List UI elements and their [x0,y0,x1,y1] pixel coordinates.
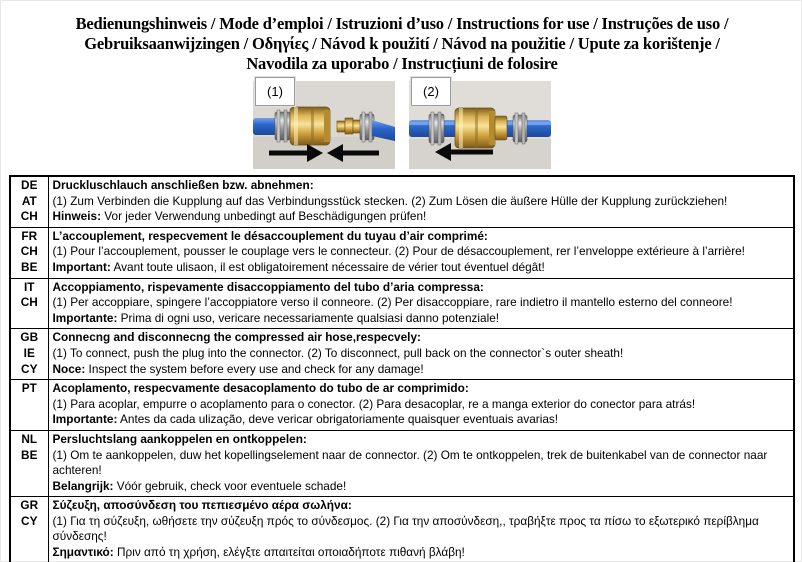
language-codes-cell [10,278,48,329]
table-row [10,176,794,227]
language-code: NL [21,431,38,446]
instruction-note [53,362,790,378]
figure-1-label: (1) [255,77,295,106]
instruction-body: (1) Om te aankoppelen, duw het kopellingselement naar de connector. (2) Om te ontkoppelen, trek de buitenkabel van de connector naar achteren! [52,447,768,478]
instruction-text-cell [48,227,794,278]
instruction-text-cell [48,380,794,431]
page-title [1,1,802,74]
note-text: Avant toute ulisaon, il est obligatoirement nécessaire de vérier tout éventuel dégât! [110,259,545,274]
language-code: GR [20,498,39,513]
instruction-text-cell [48,278,794,329]
instruction-note [53,545,790,561]
figure-2-label: (2) [411,77,451,106]
instruction-text-cell [48,176,794,227]
instruction-text-cell [48,329,794,380]
instruction-sheet [1,1,802,562]
note-label: Importante: [52,412,118,427]
language-code: GB [20,330,39,345]
instruction-heading: Connecng and disconnecng the compressed air hose,respecvely: [52,330,421,345]
title-line-3: Navodila za uporabo / Instrucțiuni de folosire [246,54,558,73]
note-label: Belangrijk: [52,478,114,493]
table-row [10,329,794,380]
note-text: Vóór gebruik, check voor eventuele schade! [113,478,347,493]
instruction-heading: Druckluschlauch anschließen bzw. abnehmen: [52,178,314,192]
language-code: IE [23,345,35,360]
language-code: FR [21,228,38,243]
figure-row [1,81,802,169]
language-code: CY [21,513,38,528]
note-label: Importante: [52,310,118,325]
note-label: Important: [52,259,111,274]
table-row [10,278,794,329]
language-codes-cell [10,380,48,431]
note-label: Σημαντικό: [52,545,114,560]
instruction-body: (1) To connect, push the plug into the connector. (2) To disconnect, pull back on the connector`s outer sheath! [52,345,624,360]
photo-coupling-connected [409,81,551,169]
instruction-text-cell [48,430,794,496]
instruction-note [53,311,790,327]
language-codes-cell [10,497,48,562]
instruction-heading: Acoplamento, respecvamente desacoplamento do tubo de ar comprimido: [52,381,469,396]
instructions-table [9,175,795,562]
language-codes-cell [10,227,48,278]
instruction-body: (1) Per accoppiare, spingere l’accoppiatore verso il conneore. (2) Per disaccoppiare, rare indietro il mantello esterno del conneore! [52,295,733,310]
note-label: Hinweis: [52,209,102,224]
language-code: BE [21,447,38,462]
language-codes-cell [10,329,48,380]
language-codes-cell [10,176,48,227]
language-code: DE [21,178,38,192]
language-code: IT [24,279,35,294]
language-code: PT [21,381,37,396]
language-code: CH [20,244,38,259]
note-text: Antes da cada ulização, deve vericar obrigatoriamente quaisquer eventuais avarias! [117,412,559,427]
table-row [10,227,794,278]
instruction-body: (1) Zum Verbinden die Kupplung auf das Verbindungsstück stecken. (2) Zum Lösen die äußere Hülle der Kupplung zurückziehen! [52,193,728,208]
instruction-heading: Σύζευξη, αποσύνδεση του πεπιεσμένο αέρα σωλήνα: [52,498,352,513]
instruction-heading: Persluchtslang aankoppelen en ontkoppelen: [52,431,307,446]
note-label: Noce: [52,361,86,376]
instruction-heading: Accoppiamento, rispevamente disaccoppiamento del tubo d’aria compressa: [52,279,484,294]
title-line-1: Bedienungshinweis / Mode d’emploi / Istruzioni d’uso / Instructions for use / Instruções de uso / [75,14,729,33]
table-row [10,497,794,562]
instruction-text-cell [48,497,794,562]
instruction-note [53,209,790,225]
language-codes-cell [10,430,48,496]
title-line-2: Gebruiksaanwijzingen / Οδηγίες / Návod k použití / Návod na použitie / Upute za korištenje / [84,34,720,53]
note-text: Vor jeder Verwendung unbedingt auf Beschädigungen prüfen! [101,209,427,224]
language-code: BE [21,259,38,274]
language-code: CH [20,209,38,224]
instruction-note [53,479,790,495]
table-row [10,380,794,431]
instruction-heading: L’accouplement, respecvement le désaccouplement du tuyau d’air comprimé: [52,228,488,243]
language-code: CY [21,361,38,376]
instruction-body: (1) Για τη σύζευξη, ωθήσετε την σύζευξη πρός το σύνδεσμος. (2) Για την αποσύνδεση,, τραβήξτε προς τα πίσω το εξωτερικό περίβλημα σύνδεσης! [52,513,759,544]
instruction-body: (1) Pour l’accouplement, pousser le couplage vers le connecteur. (2) Pour de désaccouplement, rer l’enveloppe extérieure à l’arrière! [52,244,745,259]
note-text: Prima di ogni uso, vericare necessariamente qualsiasi danno potenziale! [117,310,500,325]
note-text: Πριν από τη χρήση, ελέγξτε απαιτείται οποιαδήποτε πιθανή βλάβη! [113,545,465,560]
note-text: Inspect the system before every use and check for any damage! [85,361,424,376]
language-code: AT [21,193,37,208]
table-row [10,430,794,496]
instruction-body: (1) Para acoplar, empurre o acoplamento para o conector. (2) Para desacoplar, re a manga exterior do conector para atrás! [52,396,696,411]
photo-coupling-disconnected [253,81,395,169]
instruction-note [53,260,790,276]
language-code: CH [20,295,38,310]
instruction-note [53,412,790,428]
